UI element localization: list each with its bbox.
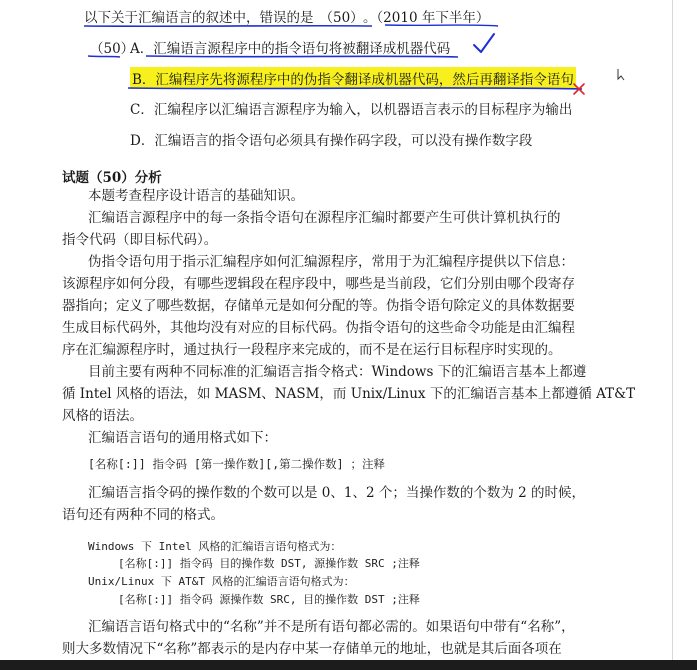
analysis-line: 目前主要有两种不同标准的汇编语言指令格式：Windows 下的汇编语言基本上都遵	[88, 364, 587, 380]
bottom-bar	[0, 660, 697, 670]
analysis-line: 汇编语言语句的通用格式如下：	[88, 430, 277, 446]
analysis-heading: 试题（50）分析	[62, 170, 162, 186]
code-windows-title: Windows 下 Intel 风格的汇编语言语句格式为：	[88, 540, 342, 553]
analysis-line: 循 Intel 风格的语法，如 MASM、NASM，而 Unix/Linux 下的汇编语言基本上都遵循 AT&T	[62, 386, 636, 402]
tail-line: 汇编语言语句格式中的“名称”并不是所有语句都必需的。如果语句中带有“名称”，	[88, 619, 575, 635]
question-blank: （50）	[319, 10, 357, 26]
general-format: [名称[:]] 指令码 [第一操作数][,第二操作数] ；注释	[88, 457, 386, 471]
mouse-cursor-icon	[618, 69, 624, 80]
analysis-line: 本题考查程序设计语言的基础知识。	[88, 188, 304, 204]
option-number: （50）	[90, 41, 135, 57]
code-windows-format: [名称[:]] 指令码 目的操作数 DST, 源操作数 SRC ;注释	[118, 557, 420, 570]
analysis-line: 生成目标代码外，其他均没有对应的目标代码。伪指令语句的这些命令功能是由汇编程	[62, 320, 575, 336]
code-unix-format: [名称[:]] 指令码 源操作数 SRC, 目的操作数 DST ;注释	[118, 593, 420, 606]
question-stem	[84, 6, 489, 26]
analysis-line: 指令代码（即目标代码）。	[62, 232, 218, 248]
operand-line: 汇编语言指令码的操作数的个数可以是 0、1、2 个；当操作数的个数为 2 的时候，	[88, 485, 586, 501]
option-d: D．汇编语言的指令语句必须具有操作码字段，可以没有操作数字段	[130, 133, 533, 149]
question-stem-text: 以下关于汇编语言的叙述中，错误的是	[84, 10, 314, 26]
code-unix-title: Unix/Linux 下 AT&T 风格的汇编语言语句格式为：	[88, 575, 355, 588]
analysis-line: 风格的语法。	[62, 408, 143, 424]
analysis-line: 该源程序如何分段，有哪些逻辑段在程序段中，哪些是当前段，它们分别由哪个段寄存	[62, 276, 575, 292]
option-c: C．汇编程序以汇编语言源程序为输入，以机器语言表示的目标程序为输出	[130, 102, 573, 118]
option-b: B．汇编程序先将源程序中的伪指令翻译成机器代码，然后再翻译指令语句	[130, 67, 576, 89]
checkmark-icon	[474, 34, 494, 52]
analysis-line: 器指向；定义了哪些数据，存储单元是如何分配的等。伪指令语句除定义的具体数据要	[62, 298, 575, 314]
tail-line: 则大多数情况下“名称”都表示的是内存中某一存储单元的地址，也就是其后面各项在	[62, 641, 562, 657]
option-a: A．汇编语言源程序中的指令语句将被翻译成机器代码	[130, 41, 451, 57]
operand-line: 语句还有两种不同的格式。	[62, 507, 224, 523]
page-edge	[672, 0, 673, 660]
question-source: 。（2010 年下半年）	[362, 10, 490, 26]
analysis-line: 汇编语言源程序中的每一条指令语句在源程序汇编时都要产生可供计算机执行的	[88, 210, 561, 226]
analysis-line: 序在汇编源程序时，通过执行一段程序来完成的，而不是在运行目标程序时实现的。	[62, 342, 562, 358]
analysis-line: 伪指令语句用于指示汇编程序如何汇编源程序，常用于为汇编程序提供以下信息：	[88, 254, 574, 270]
